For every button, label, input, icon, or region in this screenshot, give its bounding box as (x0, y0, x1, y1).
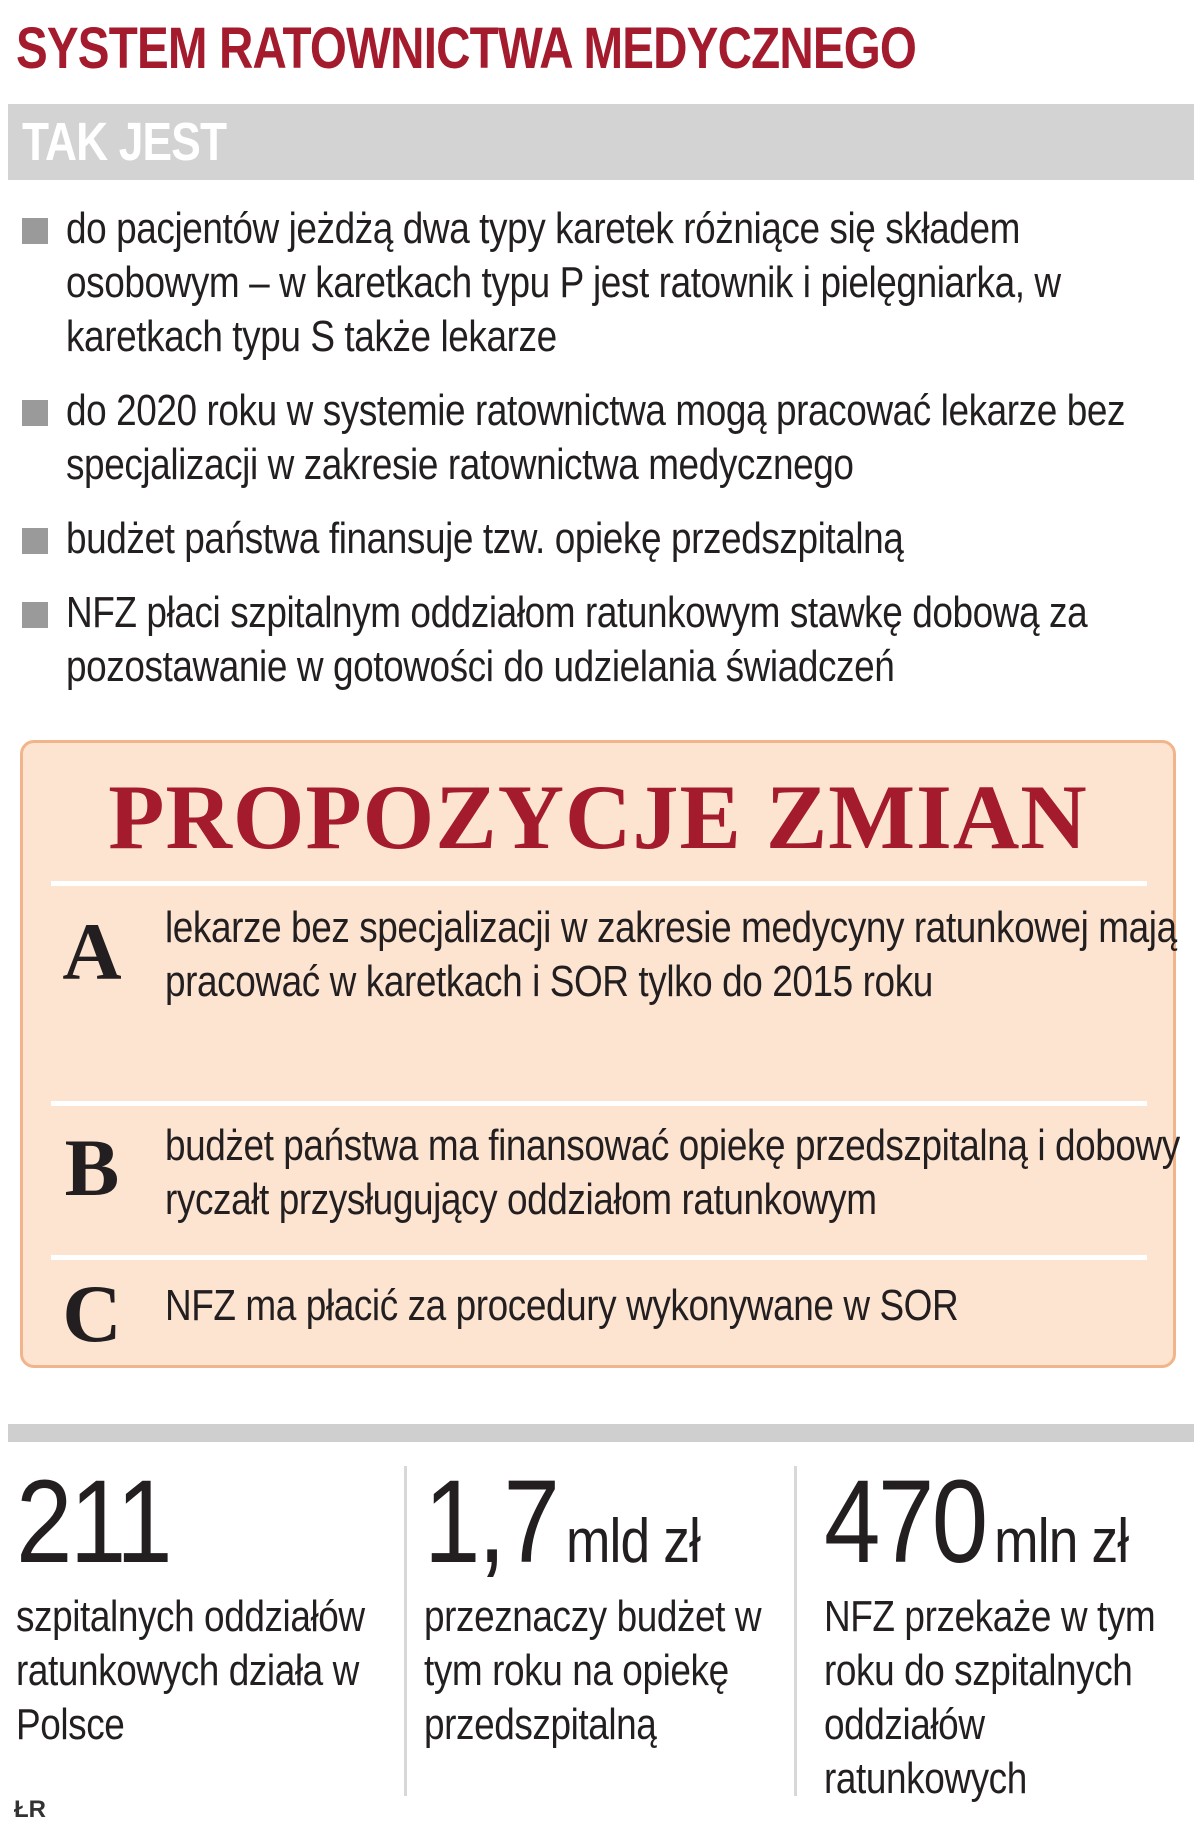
list-item-text: do 2020 roku w systemie ratownictwa mogą pracować lekarze bez specjalizacji w zakresie ratownictwa medycznego (66, 386, 1126, 489)
section-header-label: TAK JEST (22, 112, 227, 172)
bullet-square-icon (22, 528, 48, 554)
list-item-text: NFZ płaci szpitalnym oddziałom ratunkowym stawkę dobową za pozostawanie w gotowości do udzielania świadczeń (66, 588, 1088, 691)
proposal-item-c (51, 1268, 1151, 1359)
stat-value: 470 (824, 1456, 986, 1588)
bullet-square-icon (22, 218, 48, 244)
list-item (22, 586, 1190, 694)
proposal-text: budżet państwa ma finansować opiekę przedszpitalną i dobowy ryczałt przysługujący oddziałom ratunkowym (165, 1121, 1180, 1224)
stat-caption: szpitalnych oddziałów ratunkowych działa w Polsce (16, 1592, 365, 1749)
stat-unit: mln zł (994, 1507, 1129, 1576)
divider (51, 1101, 1147, 1106)
proposal-letter: B (64, 1122, 120, 1213)
author-credit: ŁR (14, 1796, 46, 1823)
proposal-item-a (51, 901, 1177, 1009)
proposal-letter: C (62, 1268, 122, 1359)
proposals-box (20, 740, 1180, 1368)
divider (51, 881, 1147, 886)
stat-value: 211 (16, 1456, 171, 1588)
stat-caption: przeznaczy budżet w tym roku na opiekę przedszpitalną (424, 1592, 762, 1749)
proposal-letter: A (62, 906, 122, 997)
stat-unit: mld zł (565, 1507, 701, 1576)
proposal-item-b (51, 1119, 1180, 1227)
stat-caption: NFZ przekaże w tym roku do szpitalnych oddziałów ratunkowych (824, 1592, 1156, 1803)
current-state-list (22, 202, 1190, 714)
stats-divider-bar (8, 1424, 1194, 1442)
column-divider (404, 1466, 407, 1796)
bullet-square-icon (22, 602, 48, 628)
column-divider (794, 1466, 797, 1796)
proposal-text: NFZ ma płacić za procedury wykonywane w SOR (165, 1281, 959, 1330)
list-item (22, 202, 1190, 364)
proposals-title: PROPOZYCJE ZMIAN (108, 766, 1088, 868)
list-item-text: do pacjentów jeżdżą dwa typy karetek różniące się składem osobowym – w karetkach typu P jest ratownik i pielęgniarka, w karetkach typu S także lekarze (66, 204, 1061, 361)
page-title: SYSTEM RATOWNICTWA MEDYCZNEGO (16, 16, 917, 81)
bullet-square-icon (22, 400, 48, 426)
stat-budzet (424, 1456, 784, 1752)
section-header-current (8, 104, 1194, 180)
list-item (22, 384, 1190, 492)
list-item (22, 512, 1190, 566)
stat-value: 1,7 (424, 1456, 558, 1588)
divider (51, 1255, 1147, 1260)
proposal-text: lekarze bez specjalizacji w zakresie medycyny ratunkowej mają pracować w karetkach i SOR tylko do 2015 roku (165, 903, 1177, 1006)
stat-oddzialy (16, 1456, 386, 1752)
list-item-text: budżet państwa finansuje tzw. opiekę przedszpitalną (66, 514, 904, 563)
stat-nfz (824, 1456, 1184, 1806)
